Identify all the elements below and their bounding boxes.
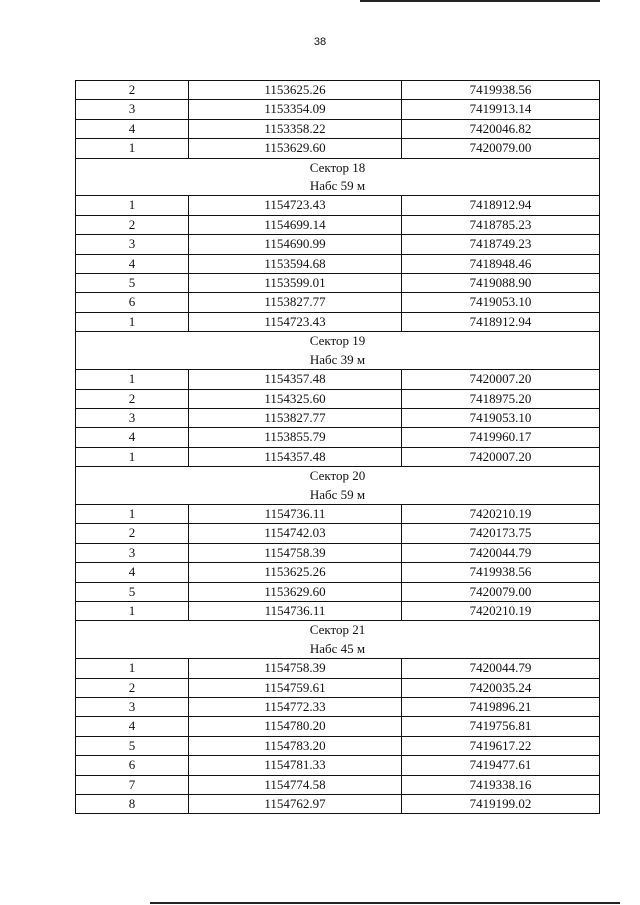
y-coordinate-cell: 7420079.00 <box>402 139 600 158</box>
table-row <box>76 119 600 138</box>
point-number-cell: 2 <box>76 81 189 100</box>
y-coordinate-cell: 7418749.23 <box>402 235 600 254</box>
coordinates-table-body <box>76 81 600 814</box>
table-row <box>76 428 600 447</box>
sector-habs: Набс 59 м <box>309 486 366 502</box>
y-coordinate-cell: 7420173.75 <box>402 524 600 543</box>
sector-header <box>76 158 600 196</box>
sector-title: Сектор 19 <box>309 333 366 349</box>
x-coordinate-cell: 1154723.43 <box>189 196 402 215</box>
sector-header-row <box>76 467 600 505</box>
sector-title: Сектор 18 <box>309 159 366 175</box>
point-number-cell: 4 <box>76 119 189 138</box>
table-row <box>76 756 600 775</box>
point-number-cell: 3 <box>76 235 189 254</box>
x-coordinate-cell: 1154781.33 <box>189 756 402 775</box>
point-number-cell: 4 <box>76 717 189 736</box>
y-coordinate-cell: 7420210.19 <box>402 601 600 620</box>
y-coordinate-cell: 7418912.94 <box>402 196 600 215</box>
point-number-cell: 1 <box>76 312 189 331</box>
x-coordinate-cell: 1154357.48 <box>189 447 402 466</box>
x-coordinate-cell: 1153629.60 <box>189 582 402 601</box>
x-coordinate-cell: 1154772.33 <box>189 698 402 717</box>
point-number-cell: 5 <box>76 274 189 293</box>
y-coordinate-cell: 7419617.22 <box>402 736 600 755</box>
sector-header-row <box>76 621 600 659</box>
sector-habs: Набс 39 м <box>309 351 366 367</box>
table-row <box>76 312 600 331</box>
point-number-cell: 2 <box>76 389 189 408</box>
point-number-cell: 8 <box>76 795 189 814</box>
point-number-cell: 5 <box>76 736 189 755</box>
x-coordinate-cell: 1154758.39 <box>189 659 402 678</box>
table-row <box>76 196 600 215</box>
x-coordinate-cell: 1153625.26 <box>189 81 402 100</box>
y-coordinate-cell: 7418975.20 <box>402 389 600 408</box>
x-coordinate-cell: 1154736.11 <box>189 601 402 620</box>
table-row <box>76 215 600 234</box>
x-coordinate-cell: 1153358.22 <box>189 119 402 138</box>
x-coordinate-cell: 1154742.03 <box>189 524 402 543</box>
point-number-cell: 4 <box>76 254 189 273</box>
y-coordinate-cell: 7420079.00 <box>402 582 600 601</box>
table-row <box>76 81 600 100</box>
table-row <box>76 235 600 254</box>
x-coordinate-cell: 1154325.60 <box>189 389 402 408</box>
sector-header <box>76 467 600 505</box>
y-coordinate-cell: 7419938.56 <box>402 563 600 582</box>
table-row <box>76 736 600 755</box>
table-row <box>76 139 600 158</box>
x-coordinate-cell: 1153594.68 <box>189 254 402 273</box>
table-row <box>76 524 600 543</box>
x-coordinate-cell: 1154736.11 <box>189 504 402 523</box>
table-row <box>76 293 600 312</box>
point-number-cell: 1 <box>76 659 189 678</box>
x-coordinate-cell: 1154699.14 <box>189 215 402 234</box>
y-coordinate-cell: 7419199.02 <box>402 795 600 814</box>
y-coordinate-cell: 7419088.90 <box>402 274 600 293</box>
x-coordinate-cell: 1154357.48 <box>189 370 402 389</box>
y-coordinate-cell: 7419756.81 <box>402 717 600 736</box>
point-number-cell: 7 <box>76 775 189 794</box>
point-number-cell: 1 <box>76 370 189 389</box>
x-coordinate-cell: 1153629.60 <box>189 139 402 158</box>
x-coordinate-cell: 1154783.20 <box>189 736 402 755</box>
y-coordinate-cell: 7420035.24 <box>402 678 600 697</box>
y-coordinate-cell: 7419938.56 <box>402 81 600 100</box>
x-coordinate-cell: 1153625.26 <box>189 563 402 582</box>
scan-edge-bottom <box>150 902 620 904</box>
table-row <box>76 254 600 273</box>
y-coordinate-cell: 7420046.82 <box>402 119 600 138</box>
sector-title: Сектор 21 <box>309 622 366 638</box>
x-coordinate-cell: 1153599.01 <box>189 274 402 293</box>
point-number-cell: 4 <box>76 428 189 447</box>
sector-habs: Набс 59 м <box>309 178 366 194</box>
point-number-cell: 3 <box>76 698 189 717</box>
y-coordinate-cell: 7419053.10 <box>402 408 600 427</box>
table-row <box>76 274 600 293</box>
sector-header-row <box>76 158 600 196</box>
page-number: 38 <box>313 36 327 48</box>
y-coordinate-cell: 7420007.20 <box>402 447 600 466</box>
point-number-cell: 2 <box>76 524 189 543</box>
y-coordinate-cell: 7418785.23 <box>402 215 600 234</box>
sector-habs: Набс 45 м <box>309 640 366 656</box>
y-coordinate-cell: 7418948.46 <box>402 254 600 273</box>
x-coordinate-cell: 1154690.99 <box>189 235 402 254</box>
point-number-cell: 3 <box>76 543 189 562</box>
y-coordinate-cell: 7419477.61 <box>402 756 600 775</box>
table-row <box>76 563 600 582</box>
sector-header-row <box>76 332 600 370</box>
y-coordinate-cell: 7419338.16 <box>402 775 600 794</box>
x-coordinate-cell: 1154758.39 <box>189 543 402 562</box>
x-coordinate-cell: 1154762.97 <box>189 795 402 814</box>
point-number-cell: 3 <box>76 408 189 427</box>
point-number-cell: 6 <box>76 293 189 312</box>
table-row <box>76 504 600 523</box>
table-row <box>76 698 600 717</box>
y-coordinate-cell: 7419913.14 <box>402 100 600 119</box>
x-coordinate-cell: 1154780.20 <box>189 717 402 736</box>
point-number-cell: 1 <box>76 447 189 466</box>
x-coordinate-cell: 1154723.43 <box>189 312 402 331</box>
y-coordinate-cell: 7419960.17 <box>402 428 600 447</box>
table-row <box>76 408 600 427</box>
point-number-cell: 1 <box>76 196 189 215</box>
table-row <box>76 795 600 814</box>
x-coordinate-cell: 1154759.61 <box>189 678 402 697</box>
x-coordinate-cell: 1153827.77 <box>189 408 402 427</box>
y-coordinate-cell: 7420044.79 <box>402 659 600 678</box>
point-number-cell: 5 <box>76 582 189 601</box>
point-number-cell: 1 <box>76 504 189 523</box>
point-number-cell: 4 <box>76 563 189 582</box>
y-coordinate-cell: 7420210.19 <box>402 504 600 523</box>
coordinates-table <box>75 80 600 814</box>
table-row <box>76 543 600 562</box>
point-number-cell: 3 <box>76 100 189 119</box>
y-coordinate-cell: 7420007.20 <box>402 370 600 389</box>
y-coordinate-cell: 7419053.10 <box>402 293 600 312</box>
table-row <box>76 678 600 697</box>
table-row <box>76 389 600 408</box>
point-number-cell: 6 <box>76 756 189 775</box>
table-row <box>76 775 600 794</box>
y-coordinate-cell: 7419896.21 <box>402 698 600 717</box>
y-coordinate-cell: 7420044.79 <box>402 543 600 562</box>
x-coordinate-cell: 1153827.77 <box>189 293 402 312</box>
x-coordinate-cell: 1154774.58 <box>189 775 402 794</box>
x-coordinate-cell: 1153855.79 <box>189 428 402 447</box>
point-number-cell: 1 <box>76 139 189 158</box>
table-row <box>76 659 600 678</box>
point-number-cell: 2 <box>76 678 189 697</box>
y-coordinate-cell: 7418912.94 <box>402 312 600 331</box>
table-row <box>76 601 600 620</box>
scan-edge-top <box>360 0 600 2</box>
table-row <box>76 582 600 601</box>
table-row <box>76 447 600 466</box>
sector-header <box>76 621 600 659</box>
table-row <box>76 370 600 389</box>
point-number-cell: 1 <box>76 601 189 620</box>
x-coordinate-cell: 1153354.09 <box>189 100 402 119</box>
table-row <box>76 100 600 119</box>
point-number-cell: 2 <box>76 215 189 234</box>
sector-header <box>76 332 600 370</box>
table-row <box>76 717 600 736</box>
sector-title: Сектор 20 <box>309 468 366 484</box>
